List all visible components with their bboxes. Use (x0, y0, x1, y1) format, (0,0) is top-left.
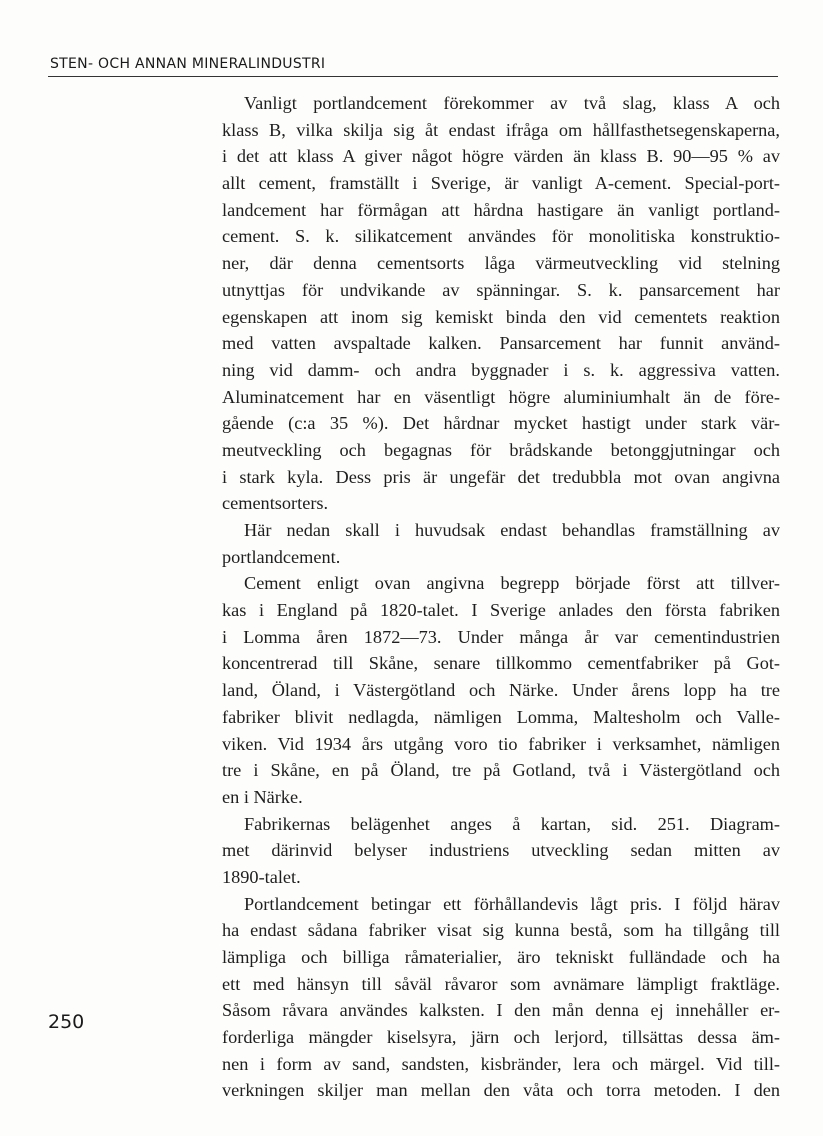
text-line: ning vid damm- och andra byggnader i s. k. aggressiva vatten. (222, 359, 780, 380)
text-line: med vatten avspaltade kalken. Pansarcement har funnit använd- (222, 333, 780, 354)
text-line: land, Öland, i Västergötland och Närke. Under årens lopp ha tre (222, 680, 780, 701)
text-line: koncentrerad till Skåne, senare tillkommo cementfabriker på Got- (222, 653, 780, 674)
text-line: 1890-talet. (222, 866, 301, 887)
text-line: Vanligt portlandcement förekommer av två slag, klass A och (244, 93, 780, 113)
text-line: en i Närke. (222, 786, 303, 807)
text-line: viken. Vid 1934 års utgång voro tio fabriker i verksamhet, nämligen (222, 733, 780, 754)
text-line: Portlandcement betingar ett förhållandevis lågt pris. I följd härav (244, 893, 780, 914)
text-line: i Lomma åren 1872—73. Under många år var cementindustrien (222, 626, 780, 647)
text-line: landcement har förmågan att hårdna hastigare än vanligt portland- (222, 199, 780, 220)
text-line: cementsorters. (222, 493, 329, 514)
text-line: Aluminatcement har en väsentligt högre aluminiumhalt än de före- (222, 386, 780, 407)
text-line: allt cement, framställt i Sverige, är vanligt A-cement. Special-port- (222, 173, 780, 194)
text-line: ett med hänsyn till såväl råvaror som avnämare lämpligt fraktläge. (222, 973, 780, 994)
text-line: Här nedan skall i huvudsak endast behandlas framställning av (244, 520, 780, 540)
text-line: tre i Skåne, en på Öland, tre på Gotland, två i Västergötland och (222, 760, 780, 781)
text-line: utnyttjas för undvikande av spänningar. S. k. pansarcement har (222, 279, 780, 300)
text-line: Fabrikernas belägenhet anges å kartan, sid. 251. Diagram- (244, 813, 780, 834)
header-rule (48, 76, 778, 77)
text-line: i det att klass A giver något högre värden än klass B. 90—95 % av (222, 146, 780, 167)
body-text (222, 90, 780, 1104)
text-line: portlandcement. (222, 546, 341, 567)
page-number: 250 (48, 1011, 85, 1033)
text-line: fabriker blivit nedlagda, nämligen Lomma, Maltesholm och Valle- (222, 706, 780, 727)
text-line: lämpliga och billiga råmaterialier, äro tekniskt fulländade och ha (222, 947, 780, 967)
running-header: STEN- OCH ANNAN MINERALINDUSTRI (50, 56, 326, 72)
text-line: gående (c:a 35 %). Det hårdnar mycket hastigt under stark vär- (222, 413, 780, 434)
text-line: ner, där denna cementsorts låga värmeutveckling vid stelning (222, 253, 780, 274)
text-line: i stark kyla. Dess pris är ungefär det tredubbla mot ovan angivna (222, 466, 780, 487)
text-line: meutveckling och begagnas för brådskande betonggjutningar och (222, 439, 780, 460)
text-line: ha endast sådana fabriker visat sig kunna bestå, som ha tillgång till (222, 920, 780, 941)
text-line: egenskapen att inom sig kemiskt binda den vid cementets reaktion (222, 306, 780, 327)
text-line: forderliga mängder kiselsyra, järn och lerjord, tillsättas dessa äm- (222, 1027, 780, 1048)
text-line: met därinvid belyser industriens utveckling sedan mitten av (222, 840, 780, 861)
text-line: klass B, vilka skilja sig åt endast ifråga om hållfasthetsegenskaperna, (222, 119, 780, 140)
text-line: Cement enligt ovan angivna begrepp började först att tillver- (244, 573, 780, 594)
text-line: verkningen skiljer man mellan den våta och torra metoden. I den (222, 1080, 780, 1101)
text-line: nen i form av sand, sandsten, kisbränder, lera och märgel. Vid till- (222, 1053, 780, 1074)
text-line: Såsom råvara användes kalksten. I den mån denna ej innehåller er- (222, 1000, 780, 1021)
text-line: kas i England på 1820-talet. I Sverige anlades den första fabriken (222, 600, 780, 621)
text-line: cement. S. k. silikatcement användes för monolitiska konstruktio- (222, 226, 780, 247)
